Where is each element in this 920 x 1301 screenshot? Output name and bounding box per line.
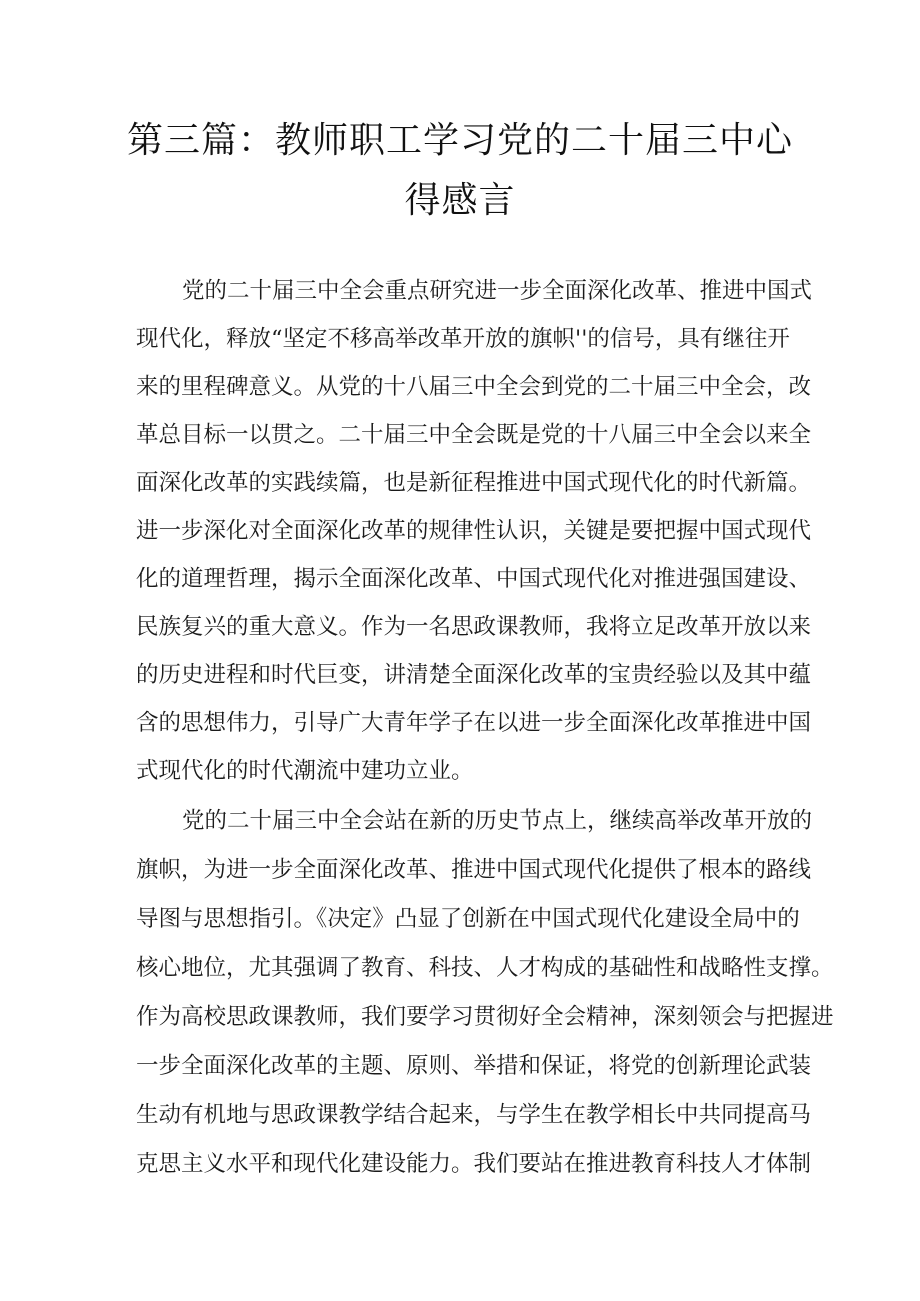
- paragraph-line: 的历史进程和时代巨变，讲清楚全面深化改革的宝贵经验以及其中蕴: [136, 662, 812, 688]
- paragraph-line: 核心地位，尤其强调了教育、科技、人才构成的基础性和战略性支撑。: [136, 955, 834, 981]
- paragraph-line: 民族复兴的重大意义。作为一名思政课教师，我将立足改革开放以来: [136, 614, 812, 640]
- paragraph-line: 生动有机地与思政课教学结合起来，与学生在教学相长中共同提高马: [136, 1102, 812, 1128]
- paragraph-line: 作为高校思政课教师，我们要学习贯彻好全会精神，深刻领会与把握进: [136, 1004, 834, 1030]
- paragraph-line: 面深化改革的实践续篇，也是新征程推进中国式现代化的时代新篇。: [136, 470, 812, 496]
- paragraph-line: 进一步深化对全面深化改革的规律性认识，关键是要把握中国式现代: [136, 518, 812, 544]
- paragraph-line: 导图与思想指引。《决定》凸显了创新在中国式现代化建设全局中的: [136, 906, 800, 932]
- paragraph-line: 党的二十届三中全会站在新的历史节点上，继续高举改革开放的: [182, 808, 813, 834]
- paragraph-line: 党的二十届三中全会重点研究进一步全面深化改革、推进中国式: [182, 278, 813, 304]
- document-title-line-2: 得感言: [404, 180, 516, 221]
- paragraph-line: 一步全面深化改革的主题、原则、举措和保证，将党的创新理论武装: [136, 1053, 812, 1079]
- paragraph-line: 旗帜，为进一步全面深化改革、推进中国式现代化提供了根本的路线: [136, 857, 812, 883]
- paragraph-line: 克思主义水平和现代化建设能力。我们要站在推进教育科技人才体制: [136, 1151, 812, 1177]
- paragraph-line: 现代化，释放“坚定不移高举改革开放的旗帜''的信号，具有继往开: [136, 326, 790, 352]
- document-title-line-1: 第三篇：教师职工学习党的二十届三中心: [126, 120, 793, 161]
- paragraph-line: 来的里程碑意义。从党的十八届三中全会到党的二十届三中全会，改: [136, 374, 812, 400]
- paragraph-line: 化的道理哲理，揭示全面深化改革、中国式现代化对推进强国建设、: [136, 566, 812, 592]
- paragraph-line: 含的思想伟力，引导广大青年学子在以进一步全面深化改革推进中国: [136, 710, 812, 736]
- paragraph-line: 革总目标一以贯之。二十届三中全会既是党的十八届三中全会以来全: [136, 422, 812, 448]
- paragraph-line: 式现代化的时代潮流中建功立业。: [136, 758, 474, 784]
